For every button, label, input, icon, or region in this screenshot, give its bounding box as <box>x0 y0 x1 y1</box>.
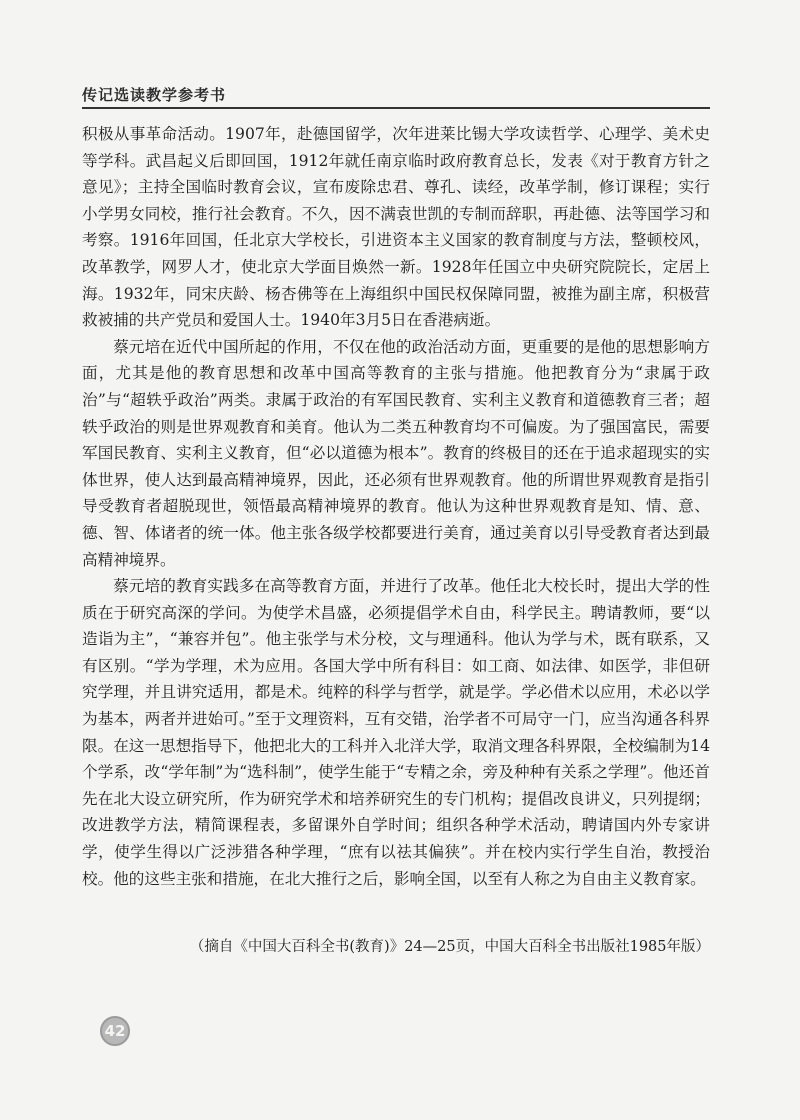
source-citation: （摘自《中国大百科全书(教育)》24—25页，中国大百科全书出版社1985年版） <box>189 939 710 955</box>
paragraph-2: 蔡元培在近代中国所起的作用，不仅在他的政治活动方面，更重要的是他的思想影响方面，尤其是他的教育思想和改革中国高等教育的主张与措施。他把教育分为“隶属于政治”与“超轶乎政治”两类。隶属于政治的有军国民教育、实利主义教育和道德教育三者；超轶乎政治的则是世界观教育和美育。他认为二类五种教育均不可偏废。为了强国富民，需要军国民教育、实利主义教育，但“必以道德为根本”。教育的终极目的还在于追求超现实的实体世界，使人达到最高精神境界，因此，还必须有世界观教育。他的所谓世界观教育是指引导受教育者超脱现世，领悟最高精神境界的教育。他认为这种世界观教育是知、情、意、德、智、体诸者的统一体。他主张各级学校都要进行美育，通过美育以引导受教育者达到最高精神境界。 <box>82 337 710 569</box>
body-text <box>82 121 710 892</box>
header-rule <box>82 107 710 109</box>
page-number-badge: 42 <box>100 1016 130 1046</box>
paragraph-1: 积极从事革命活动。1907年，赴德国留学，次年进莱比锡大学攻读哲学、心理学、美术史等学科。武昌起义后即回国，1912年就任南京临时政府教育总长，发表《对于教育方针之意见》；主持全国临时教育会议，宣布废除忠君、尊孔、读经，改革学制，修订课程；实行小学男女同校，推行社会教育。不久，因不满袁世凯的专制而辞职，再赴德、法等国学习和考察。1916年回国，任北京大学校长，引进资本主义国家的教育制度与方法，整顿校风，改革教学，网罗人才，使北京大学面目焕然一新。1928年任国立中央研究院院长，定居上海。1932年，同宋庆龄、杨杏佛等在上海组织中国民权保障同盟，被推为副主席，积极营救被捕的共产党员和爱国人士。1940年3月5日在香港病逝。 <box>82 125 710 330</box>
paragraph-3: 蔡元培的教育实践多在高等教育方面，并进行了改革。他任北大校长时，提出大学的性质在于研究高深的学问。为使学术昌盛，必须提倡学术自由，科学民主。聘请教师，要“以造诣为主”，“兼容并包”。他主张学与术分校，文与理通科。他认为学与术，既有联系，又有区别。“学为学理，术为应用。各国大学中所有科目：如工商、如法律、如医学，非但研究学理，并且讲究适用，都是术。纯粹的科学与哲学，就是学。学必借术以应用，术必以学为基本，两者并进始可。”至于文理资料，互有交错，治学者不可局守一门，应当沟通各科界限。在这一思想指导下，他把北大的工科并入北洋大学，取消文理各科界限，全校编制为14个学系，改“学年制”为“选科制”，使学生能于“专精之余，旁及种种有关系之学理”。他还首先在北大设立研究所，作为研究学术和培养研究生的专门机构；提倡改良讲义，只列提纲；改进教学方法，精简课程表，多留课外自学时间；组织各种学术活动，聘请国内外专家讲学，使学生得以广泛涉猎各种学理，“庶有以祛其偏狭”。并在校内实行学生自治，教授治校。他的这些主张和措施，在北大推行之后，影响全国，以至有人称之为自由主义教育家。 <box>82 577 710 888</box>
running-header-title: 传记选读教学参考书 <box>82 86 227 104</box>
